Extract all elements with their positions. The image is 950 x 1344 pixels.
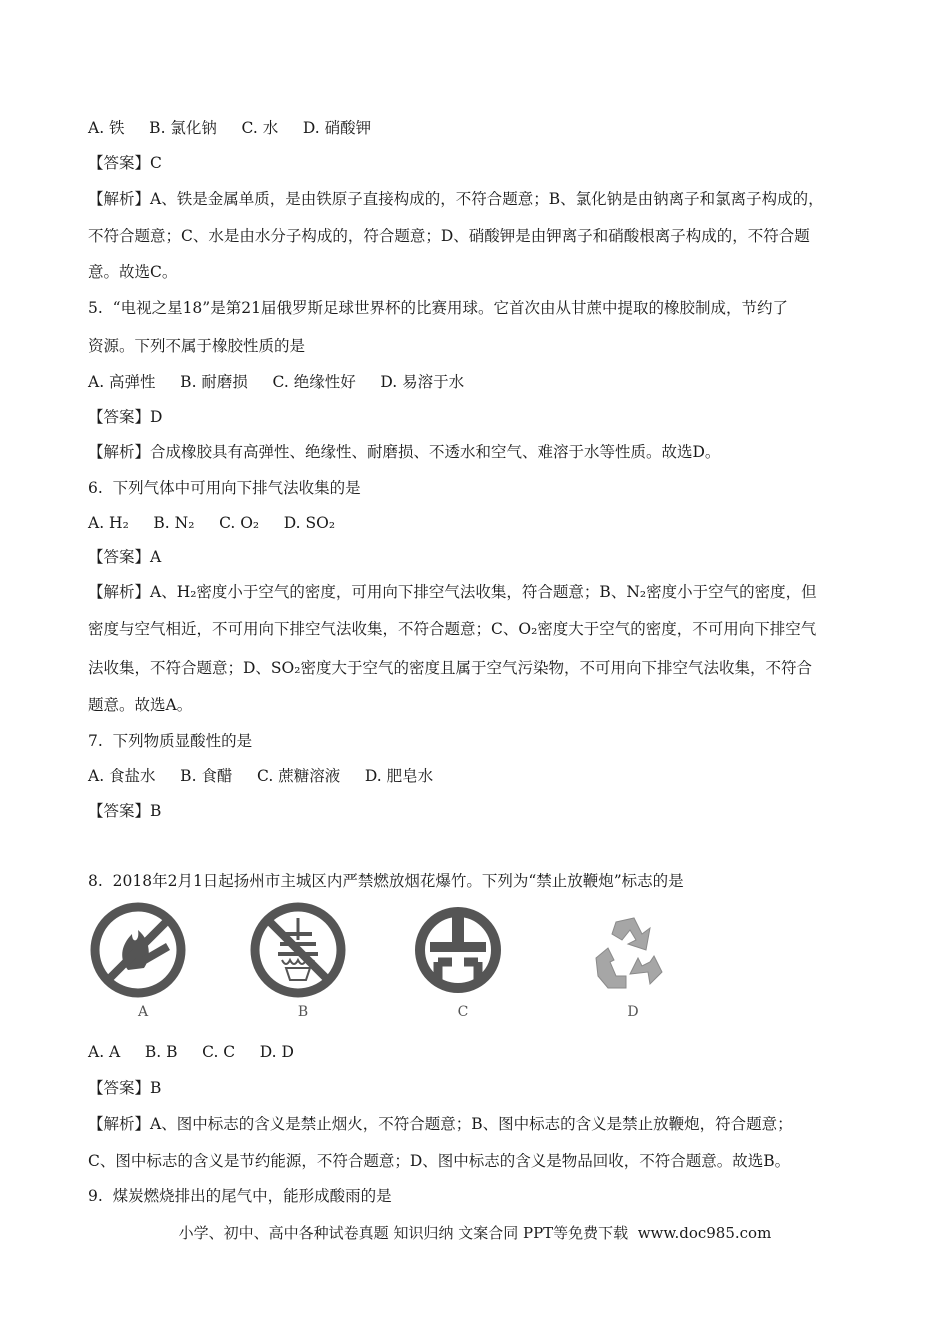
sign-label-b: B xyxy=(297,1004,309,1020)
q8-sign-images xyxy=(88,900,708,1030)
q4-options: A. 铁 B. 氯化钠 C. 水 D. 硝酸钾 xyxy=(88,119,372,137)
q6-analysis-line-4: 题意。故选A。 xyxy=(88,696,193,714)
q5-stem-line-2: 资源。下列不属于橡胶性质的是 xyxy=(88,337,306,355)
no-fire-icon xyxy=(88,900,188,1000)
q9-stem: 9. 煤炭燃烧排出的尾气中，能形成酸雨的是 xyxy=(88,1187,392,1205)
q5-answer: 【答案】D xyxy=(88,408,163,426)
sign-c-energy-saving xyxy=(408,900,518,1028)
recycle-icon xyxy=(578,900,678,1000)
sign-d-recycling xyxy=(578,900,688,1028)
q7-stem: 7. 下列物质显酸性的是 xyxy=(88,732,253,750)
q7-answer: 【答案】B xyxy=(88,802,162,820)
q5-stem-line-1: 5. “电视之星18”是第21届俄罗斯足球世界杯的比赛用球。它首次由从甘蔗中提取的橡胶制成，节约了 xyxy=(88,299,788,317)
q4-answer: 【答案】C xyxy=(88,154,162,172)
q8-analysis-line-1: 【解析】A、图中标志的含义是禁止烟火，不符合题意；B、图中标志的含义是禁止放鞭炮，符合题意； xyxy=(88,1115,793,1133)
q6-analysis-line-2: 密度与空气相近，不可用向下排空气法收集，不符合题意；C、O₂密度大于空气的密度，不可用向下排空气 xyxy=(88,620,817,638)
sign-b-no-firecrackers xyxy=(248,900,358,1028)
q8-stem: 8. 2018年2月1日起扬州市主城区内严禁燃放烟花爆竹。下列为“禁止放鞭炮”标志的是 xyxy=(88,872,684,890)
sign-label-a: A xyxy=(137,1004,149,1020)
q7-options: A. 食盐水 B. 食醋 C. 蔗糖溶液 D. 肥皂水 xyxy=(88,767,434,785)
sign-label-d: D xyxy=(627,1004,639,1020)
q4-analysis-line-3: 意。故选C。 xyxy=(88,263,178,281)
q5-options: A. 高弹性 B. 耐磨损 C. 绝缘性好 D. 易溶于水 xyxy=(88,373,465,391)
q5-analysis: 【解析】合成橡胶具有高弹性、绝缘性、耐磨损、不透水和空气、难溶于水等性质。故选D。 xyxy=(88,443,721,461)
q4-analysis-line-1: 【解析】A、铁是金属单质，是由铁原子直接构成的，不符合题意；B、氯化钠是由钠离子和氯离子构成的， xyxy=(88,190,824,208)
page-footer: 小学、初中、高中各种试卷真题 知识归纳 文案合同 PPT等免费下载 www.doc985.com xyxy=(178,1224,772,1242)
sign-label-c: C xyxy=(457,1004,469,1020)
q8-analysis-line-2: C、图中标志的含义是节约能源，不符合题意；D、图中标志的含义是物品回收，不符合题意。故选B。 xyxy=(88,1152,791,1170)
energy-saving-icon xyxy=(408,900,508,1000)
q8-answer: 【答案】B xyxy=(88,1079,162,1097)
q6-analysis-line-1: 【解析】A、H₂密度小于空气的密度，可用向下排空气法收集，符合题意；B、N₂密度小于空气的密度，但 xyxy=(88,583,817,601)
q6-analysis-line-3: 法收集，不符合题意；D、SO₂密度大于空气的密度且属于空气污染物，不可用向下排空气法收集，不符合 xyxy=(88,659,812,677)
sign-a-no-fire xyxy=(88,900,198,1028)
q6-stem: 6. 下列气体中可用向下排气法收集的是 xyxy=(88,479,361,497)
q4-analysis-line-2: 不符合题意；C、水是由水分子构成的，符合题意；D、硝酸钾是由钾离子和硝酸根离子构成的，不符合题 xyxy=(88,227,810,245)
q6-options: A. H₂ B. N₂ C. O₂ D. SO₂ xyxy=(88,514,336,532)
q6-answer: 【答案】A xyxy=(88,548,162,566)
q8-options: A. A B. B C. C D. D xyxy=(88,1043,294,1061)
no-firecrackers-icon xyxy=(248,900,348,1000)
